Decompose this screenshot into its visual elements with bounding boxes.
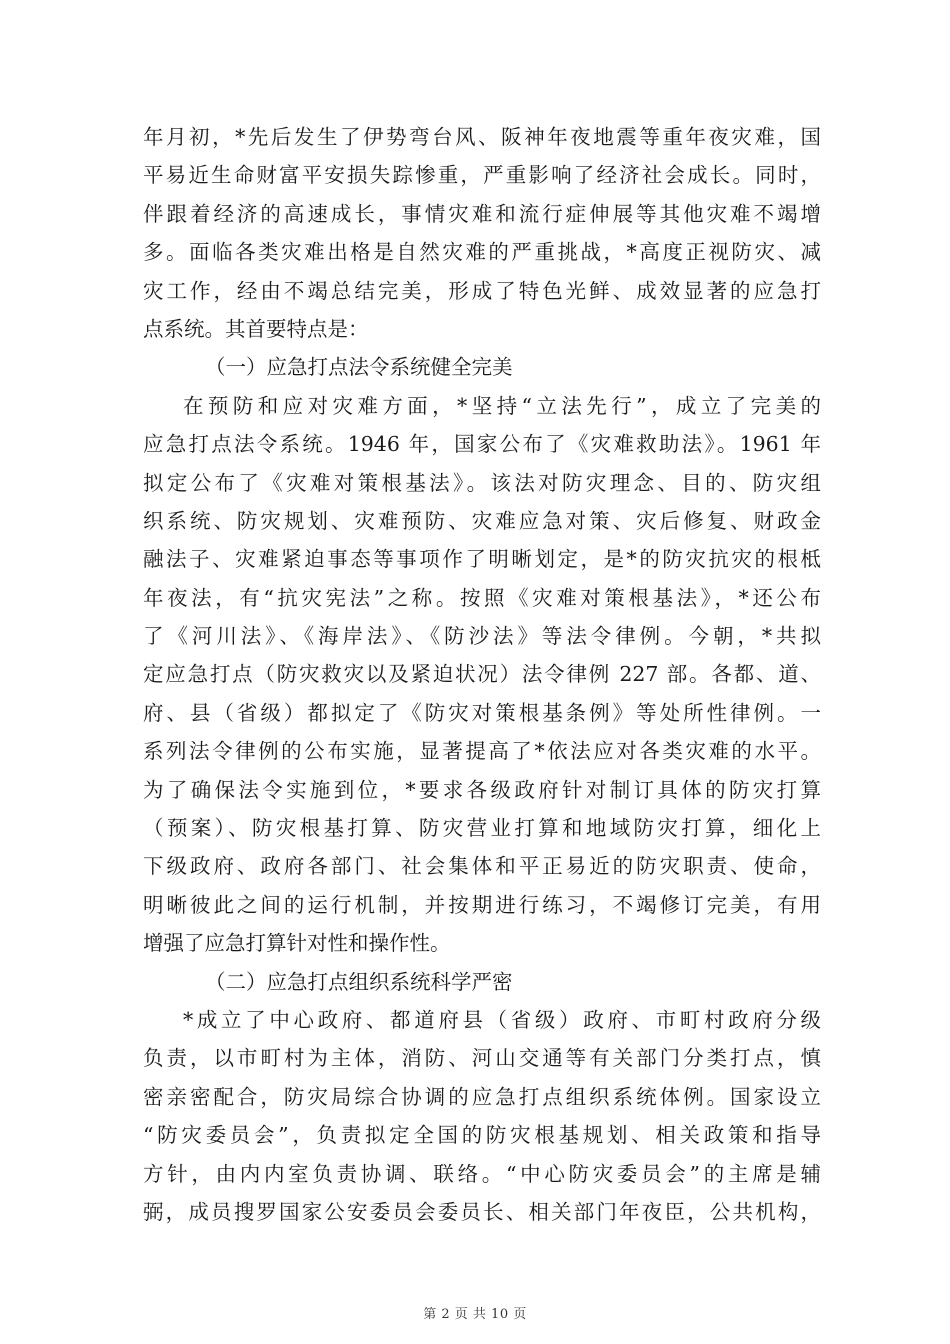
text-line: （预案）、防灾根基打算、防灾营业打算和地域防灾打算，细化上: [143, 816, 821, 841]
text-line: 增强了应急打算针对性和操作性。: [143, 931, 451, 956]
text-line: 点系统。其首要特点是：: [143, 316, 369, 341]
section-heading: （二）应急打点组织系统科学严密: [205, 969, 513, 994]
text-line: 织系统、防灾规划、灾难预防、灾难应急对策、灾后修复、财政金: [143, 508, 821, 533]
page-number-footer: 第 2 页 共 10 页: [423, 1307, 527, 1322]
text-line: “防灾委员会”，负责拟定全国的防灾根基规划、相关政策和指导: [143, 1123, 821, 1148]
text-line: 拟定公布了《灾难对策根基法》。该法对防灾理念、目的、防灾组: [143, 470, 821, 495]
text-line: 年夜法，有“抗灾宪法”之称。按照《灾难对策根基法》，*还公布: [143, 585, 821, 610]
text-line: 下级政府、政府各部门、社会集体和平正易近的防灾职责、使命，: [143, 854, 821, 879]
body-text: [143, 118, 821, 1231]
text-line: 弼，成员搜罗国家公安委员会委员长、相关部门年夜臣，公共机构，: [143, 1199, 821, 1224]
text-line: 融法子、灾难紧迫事态等事项作了明晰划定，是*的防灾抗灾的根柢: [143, 547, 821, 572]
text-line: 年月初，*先后发生了伊势弯台风、阪神年夜地震等重年夜灾难，国: [143, 125, 821, 149]
text-line: 为了确保法令实施到位，*要求各级政府针对制订具体的防灾打算: [143, 777, 821, 802]
text-line: 定应急打点（防灾救灾以及紧迫状况）法令律例 227 部。各都、道、: [143, 662, 821, 687]
text-line: 伴跟着经济的高速成长，事情灾难和流行症伸展等其他灾难不竭增: [143, 201, 821, 226]
text-line: 府、县（省级）都拟定了《防灾对策根基条例》等处所性律例。一: [143, 700, 821, 725]
text-line: 灾工作，经由不竭总结完美，形成了特色光鲜、成效显著的应急打: [143, 278, 821, 303]
text-line: 在预防和应对灾难方面，*坚持“立法先行”，成立了完美的: [183, 393, 821, 418]
text-line: 方针，由内内室负责协调、联络。“中心防灾委员会”的主席是辅: [143, 1161, 821, 1186]
text-line: 了《河川法》、《海岸法》、《防沙法》等法令律例。今朝，*共拟: [143, 624, 821, 649]
text-line: 应急打点法令系统。1946 年，国家公布了《灾难救助法》。1961 年: [143, 432, 821, 457]
text-line: *成立了中心政府、都道府县（省级）政府、市町村政府分级: [183, 1007, 821, 1032]
text-line: 密亲密配合，防灾局综合协调的应急打点组织系统体例。国家设立: [143, 1084, 821, 1109]
text-line: 平易近生命财富平安损失踪惨重，严重影响了经济社会成长。同时，: [143, 163, 821, 188]
text-line: 系列法令律例的公布实施，显著提高了*依法应对各类灾难的水平。: [143, 739, 821, 764]
text-line: 多。面临各类灾难出格是自然灾难的严重挑战，*高度正视防灾、减: [143, 240, 821, 265]
text-line: 负责，以市町村为主体，消防、河山交通等有关部门分类打点，慎: [143, 1046, 821, 1071]
text-line: 明晰彼此之间的运行机制，并按期进行练习，不竭修订完美，有用: [143, 892, 821, 917]
section-heading: （一）应急打点法令系统健全完美: [205, 355, 513, 380]
